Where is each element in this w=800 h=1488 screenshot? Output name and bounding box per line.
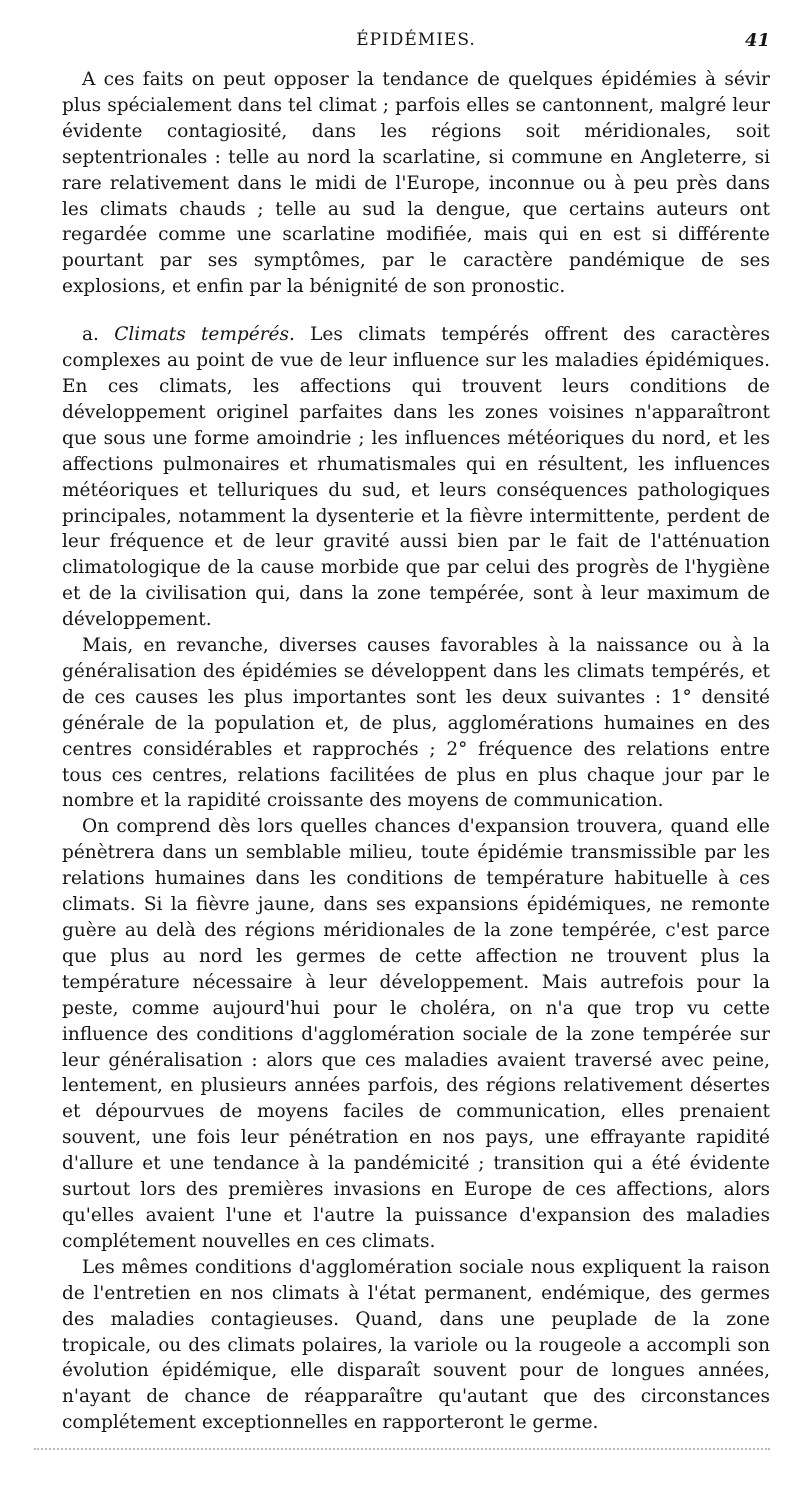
paragraph-4: On comprend dès lors quelles chances d'expansion trouvera, quand elle pénètrera dans un semblable milieu, toute épidémie transmissible par les relations humaines dans les conditions de température habituelle à ces climats. Si la fièvre jaune, dans ses expansions épidémiques, ne remonte guère au delà des régions méridionales de la zone tempérée, c'est parce que plus au nord les germes de cette affection ne trouvent plus la température nécessaire à leur développement. Mais autrefois pour la peste, comme aujourd'hui pour le choléra, on n'a que trop vu cette influence des conditions d'agglomération sociale de la zone tempérée sur leur généralisation : alors que ces maladies avaient traversé avec peine, lentement, en plusieurs années parfois, des régions relativement désertes et dépourvues de moyens faciles de communication, elles prenaient souvent, une fois leur pénétration en nos pays, une effrayante rapidité d'allure et une tendance à la pandémicité ; transition qui a été évidente surtout lors des premières invasions en Europe de ces affections, alors qu'elles avaient l'une et l'autre la puissance d'expansion des maladies complétement nouvelles en ces climats. [62, 816, 770, 1252]
section-a-prefix: a. [82, 324, 99, 346]
paragraph-5: Les mêmes conditions d'agglomération sociale nous expliquent la raison de l'entretien en nos climats à l'état permanent, endémique, des germes des maladies contagieuses. Quand, dans une peuplade de la zone tropicale, ou des climats polaires, la variole ou la rougeole a accompli son évolution épidémique, elle disparaît souvent pour de longues années, n'ayant de chance de réapparaître qu'autant que des circonstances complétement exceptionnelles en rapporteront le germe. [62, 1256, 770, 1434]
paragraph-3: Mais, en revanche, diverses causes favorables à la naissance ou à la généralisation des épidémies se développent dans les climats tempérés, et de ces causes les plus importantes sont les deux suivantes : 1° densité générale de la population et, de plus, agglomérations humaines en des centres considérables et rapprochés ; 2° fréquence des relations entre tous ces centres, relations facilitées de plus en plus chaque jour par le nombre et la rapidité croissante des moyens de communication. [62, 635, 770, 812]
section-a-heading: Climats tempérés. [114, 324, 295, 346]
paragraph-1: A ces faits on peut opposer la tendance de quelques épidémies à sévir plus spécialement dans tel climat ; parfois elles se cantonnent, malgré leur évidente contagiosité, dans les régions soit méridionales, soit septentrionales : telle au nord la scarlatine, si commune en Angleterre, si rare relativement dans le midi de l'Europe, inconnue ou à peu près dans les climats chauds ; telle au sud la dengue, que certains auteurs ont regardée comme une scarlatine modifiée, mais qui en est si différente pourtant par ses symptômes, par le caractère pandémique de ses explosions, et enfin par la bénignité de son pronostic. [62, 69, 770, 298]
running-title: ÉPIDÉMIES. [356, 30, 476, 50]
page-number: 41 [744, 30, 770, 51]
section-a-paragraph [62, 322, 770, 633]
running-head [62, 30, 770, 58]
book-page [62, 30, 770, 1436]
section-a-text: Les climats tempérés offrent des caractères complexes au point de vue de leur influence sur les maladies épidémiques. En ces climats, les affections qui trouvent leurs conditions de développement originel parfaites dans les zones voisines n'apparaîtront que sous une forme amoindrie ; les influences météoriques du nord, et les affections pulmonaires et rhumatismales qui en résultent, les influences météoriques et telluriques du sud, et leurs conséquences pathologiques principales, notamment la dysenterie et la fièvre intermittente, perdent de leur fréquence et de leur gravité aussi bien par le fait de l'atténuation climatologique de la cause morbide que par celui des progrès de l'hygiène et de la civilisation qui, dans la zone tempérée, sont à leur maximum de développement. [62, 324, 770, 631]
paragraph-spacer [62, 300, 770, 322]
bottom-rule [34, 1448, 770, 1450]
